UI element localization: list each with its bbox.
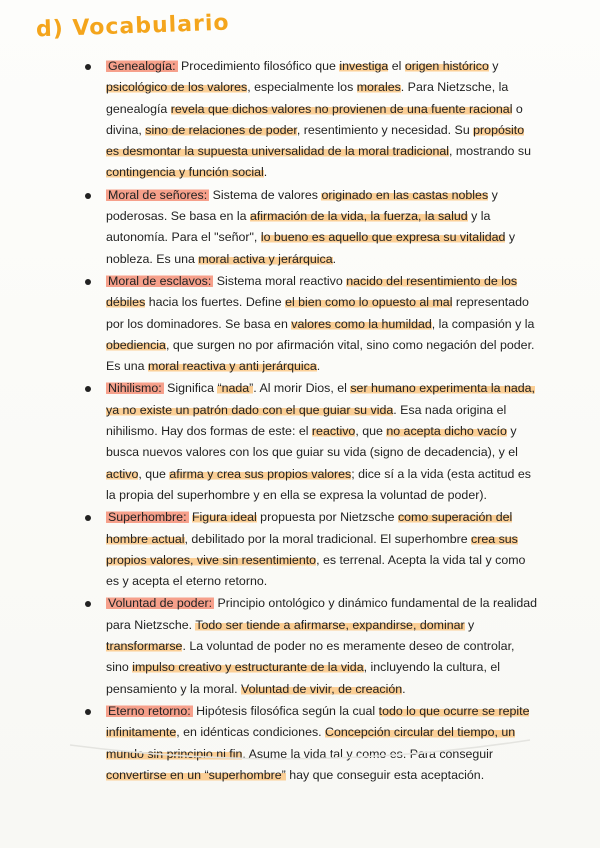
section-heading: d) Vocabulario <box>35 10 230 43</box>
definition-text: , mostrando su <box>449 144 531 159</box>
definition-text: . Esa nada origina el nihilismo. Hay dos formas de este: el <box>106 402 507 439</box>
definition-text: ; dice sí a la vida (esta actitud es la propia del superhombre y en ella se expresa la voluntad de poder). <box>106 466 531 502</box>
vocab-item <box>70 185 540 270</box>
definition-text: , en idénticas condiciones. <box>176 725 326 740</box>
bullet-icon <box>85 386 91 392</box>
definition-text: . La voluntad de poder no es meramente deseo de controlar, sino <box>106 639 515 675</box>
highlighted-text: Voluntad de vivir, de creación <box>240 681 403 696</box>
definition-text: y busca nuevos valores con los que guiar su vida (signo de decadencia), y el <box>106 424 518 460</box>
definition-text: . <box>402 681 406 696</box>
highlighted-text: no acepta dicho vacío <box>386 424 507 439</box>
highlighted-text: todo lo que ocurre se repite infinitamente <box>106 703 530 740</box>
definition-text: hay que conseguir esta aceptación. <box>285 767 485 782</box>
highlighted-text: revela que dichos valores no provienen de una fuente racional <box>170 101 513 116</box>
definition-text: y <box>464 617 475 632</box>
highlighted-text: Figura ideal <box>191 510 257 525</box>
definition-text: . Al morir Dios, el <box>253 381 351 396</box>
highlighted-text: originado en las castas nobles <box>321 187 489 202</box>
highlighted-text: reactivo <box>311 424 356 439</box>
vocab-item <box>70 56 540 184</box>
definition-text: . Para Nietzsche, la genealogía <box>106 80 509 116</box>
vocab-item <box>70 593 540 699</box>
definition-text: Sistema moral reactivo <box>213 273 347 288</box>
definition-text: Significa <box>163 381 218 396</box>
highlighted-text: moral reactiva y anti jerárquica <box>148 359 317 374</box>
definition-text: , la compasión y la <box>431 316 535 331</box>
vocab-term: Nihilismo: <box>108 381 162 396</box>
definition-text: o divina, <box>106 101 523 137</box>
highlighted-text: crea sus propios valores, vive sin resentimiento <box>106 531 518 567</box>
highlighted-text: sino de relaciones de poder <box>145 122 297 137</box>
highlighted-text: valores como la humildad <box>291 316 432 331</box>
highlighted-text: activo <box>106 466 139 481</box>
vocab-term: Voluntad de poder: <box>108 596 213 611</box>
highlighted-text: “nada” <box>217 381 254 396</box>
vocab-term: Moral de señores: <box>108 187 208 202</box>
definition-text: y la autonomía. Para el "señor", <box>106 209 491 245</box>
definition-text: el <box>388 59 405 73</box>
definition-text: . <box>332 251 337 266</box>
highlighted-text: impulso creativo y estructurante de la vida <box>132 660 364 675</box>
highlighted-text: lo bueno es aquello que expresa su vitalidad <box>260 230 506 245</box>
definition-text: Procedimiento filosófico que <box>177 59 340 73</box>
definition-text: , que <box>355 424 387 439</box>
highlighted-text: convertirse en un “superhombre” <box>106 767 286 782</box>
definition-text: , debilitado por la moral tradicional. El superhombre <box>184 531 472 546</box>
highlighted-text: afirmación de la vida, la fuerza, la salud <box>249 209 468 224</box>
definition-text: . Asume la vida tal y como es. Para conseguir <box>242 746 494 761</box>
definition-text: , que surgen no por afirmación vital, sino como negación del poder. Es una <box>106 337 535 374</box>
bullet-icon <box>85 193 91 199</box>
highlighted-text: transformarse <box>106 639 183 654</box>
highlighted-text: contingencia y función social <box>106 165 264 180</box>
vocab-term: Moral de esclavos: <box>108 273 212 288</box>
definition-text: Sistema de valores <box>209 187 322 202</box>
definition-text: propuesta por Nietzsche <box>256 510 398 525</box>
definition-text: . <box>263 165 268 180</box>
highlighted-text: moral activa y jerárquica <box>198 251 333 266</box>
highlighted-text: como superación del hombre actual <box>106 510 513 546</box>
definition-text: , que <box>138 466 170 481</box>
highlighted-text: ser humano experimenta la nada, ya no existe un patrón dado con el que guiar su vida <box>106 381 535 417</box>
highlighted-text: afirma y crea sus propios valores <box>169 466 352 481</box>
highlighted-text: Concepción circular del tiempo, un mundo sin principio ni fin <box>106 725 516 761</box>
highlighted-text: el bien como lo opuesto al mal <box>285 295 453 310</box>
highlighted-text: investiga <box>339 59 389 73</box>
bullet-icon <box>85 64 91 70</box>
vocabulary-list <box>70 56 540 787</box>
definition-text: Hipótesis filosófica según la cual <box>192 703 379 718</box>
vocab-term: Genealogía: <box>108 59 176 73</box>
definition-text: y poderosas. Se basa en la <box>106 187 498 224</box>
bullet-icon <box>85 601 91 607</box>
definition-text: Principio ontológico y dinámico fundamental de la realidad para Nietzsche. <box>106 596 538 632</box>
highlighted-text: nacido del resentimiento de los débiles <box>106 273 518 310</box>
definition-text: . <box>316 359 321 374</box>
highlighted-text: morales <box>356 80 401 95</box>
vocab-item <box>70 507 540 592</box>
bullet-icon <box>85 709 91 715</box>
definition-text: y nobleza. Es una <box>106 230 516 266</box>
definition-text: representado por los dominadores. Se basa en <box>106 295 529 331</box>
bullet-icon <box>85 515 91 521</box>
highlighted-text: psicológico de los valores <box>106 80 248 95</box>
bullet-icon <box>85 279 91 285</box>
definition-text: hacia los fuertes. Define <box>145 295 286 310</box>
definition-text: , incluyendo la cultura, el pensamiento y la moral. <box>106 660 500 696</box>
highlighted-text: origen histórico <box>404 59 489 73</box>
vocab-term: Eterno retorno: <box>108 703 191 718</box>
definition-text: , resentimiento y necesidad. Su <box>296 122 474 137</box>
vocab-term: Superhombre: <box>108 510 187 525</box>
highlighted-text: obediencia <box>106 337 166 352</box>
highlighted-text: propósito es desmontar la supuesta universalidad de la moral tradicional <box>106 122 525 159</box>
definition-text: y <box>488 59 499 73</box>
pencil-stroke <box>60 735 540 775</box>
vocab-item <box>70 378 540 506</box>
definition-text: , es terrenal. Acepta la vida tal y como es y acepta el eterno retorno. <box>106 552 526 589</box>
highlighted-text: Todo ser tiende a afirmarse, expandirse, dominar <box>195 617 465 632</box>
vocab-item <box>70 271 540 377</box>
definition-text: , especialmente los <box>247 80 357 95</box>
